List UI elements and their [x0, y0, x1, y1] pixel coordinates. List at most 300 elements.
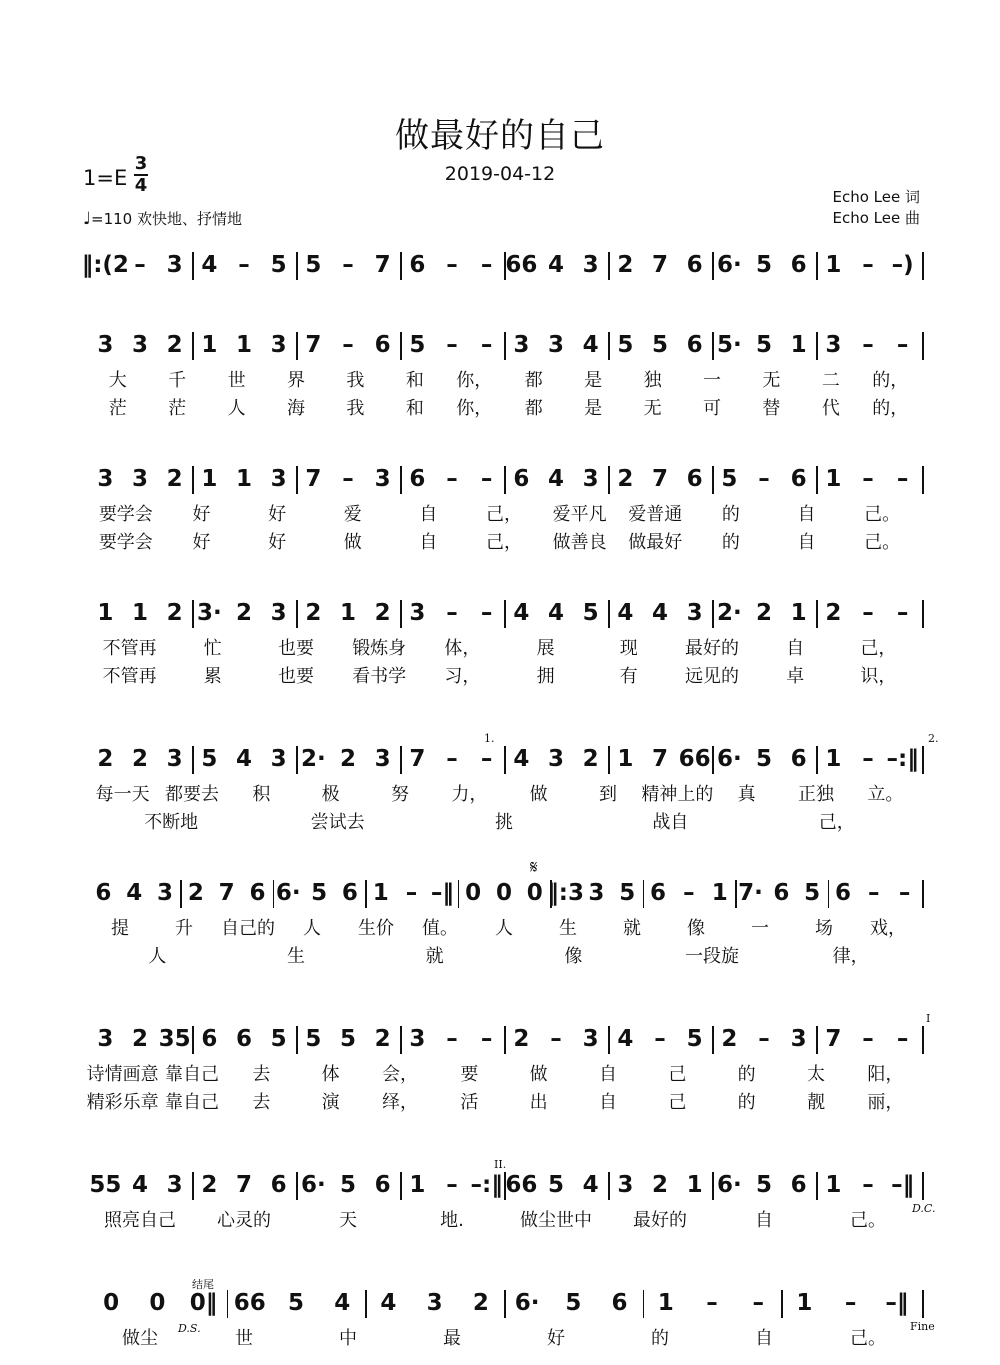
note: 5: [339, 1172, 357, 1198]
note: 6: [201, 1026, 218, 1052]
bar-line: [828, 880, 830, 908]
lyric: 演: [321, 1092, 340, 1113]
lyric: 努: [391, 784, 409, 805]
note: –: [896, 332, 909, 358]
lyric: 去: [252, 1092, 271, 1113]
note: 3: [374, 466, 391, 492]
note: –: [446, 466, 458, 492]
bar-line: [296, 1026, 298, 1054]
bar-line: [400, 1026, 402, 1054]
note: 3: [97, 332, 114, 358]
note: –: [862, 600, 874, 626]
bar-line: [712, 1026, 714, 1054]
note: 2: [339, 746, 357, 772]
lyric: 会，: [382, 1064, 418, 1085]
lyric: 自: [599, 1092, 617, 1113]
note: 5: [755, 332, 773, 358]
lyric: 二: [821, 370, 840, 391]
note: 0: [526, 880, 543, 906]
lyric: 每一天: [95, 784, 150, 805]
note: 5: [409, 332, 426, 358]
note: 2: [187, 880, 204, 906]
lyric: 要: [460, 1064, 479, 1085]
note: –): [891, 252, 914, 278]
note: –: [446, 332, 458, 358]
note: –‖: [885, 1290, 909, 1316]
note: –: [898, 880, 911, 906]
bar-line: [192, 1172, 194, 1200]
lyric: 己。: [864, 532, 901, 553]
lyric: 己。: [864, 504, 901, 525]
lyric: 就: [425, 946, 444, 967]
note: 3: [825, 332, 842, 358]
note: 5: [270, 252, 287, 278]
note: 6: [650, 880, 667, 906]
note: 3: [588, 880, 605, 906]
note: 3: [409, 1026, 426, 1052]
note: –: [862, 1172, 874, 1198]
lyric: 卓: [786, 666, 805, 687]
note: 3: [547, 332, 565, 358]
lyric: 己: [668, 1092, 687, 1113]
lyric: 海: [287, 398, 305, 419]
bar-line: [922, 1026, 924, 1054]
note: 1: [409, 1172, 426, 1198]
note: 3: [270, 746, 287, 772]
note: 4: [513, 600, 530, 626]
note: 1: [825, 252, 842, 278]
lyric: 一段旋: [685, 946, 739, 967]
lyric: 替: [762, 398, 781, 419]
lyric: 是: [584, 370, 603, 391]
note: –: [446, 252, 458, 278]
note: 2: [513, 1026, 530, 1052]
note: 1: [825, 1172, 842, 1198]
note: 4: [547, 466, 565, 492]
lyric: 锻炼身: [352, 638, 407, 659]
note: 7: [825, 1026, 842, 1052]
lyric: 活: [460, 1092, 479, 1113]
bar-line: [192, 466, 194, 494]
note: 3: [426, 1290, 443, 1316]
bar-line: [400, 466, 402, 494]
note: 5: [547, 1172, 565, 1198]
note: 5: [201, 746, 218, 772]
note: ‖:3: [547, 880, 584, 906]
lyric: 诗情画意: [86, 1064, 159, 1085]
lyric: 也要: [278, 638, 314, 659]
note: 5: [804, 880, 821, 906]
lyric: 心灵的: [217, 1210, 271, 1231]
bar-line: [504, 466, 506, 494]
note: –: [896, 1026, 909, 1052]
lyric: 太: [807, 1064, 825, 1085]
lyric: 千: [168, 370, 187, 391]
lyric: 出: [529, 1092, 548, 1113]
lyric: 值。: [422, 918, 458, 939]
lyric: 天: [339, 1210, 357, 1231]
lyric: 照亮自己: [104, 1210, 176, 1231]
note: 4: [131, 1172, 149, 1198]
lyric: 习，: [444, 666, 481, 687]
note: –: [862, 252, 874, 278]
note: 2: [755, 600, 773, 626]
lyric: 一: [751, 918, 769, 939]
note: 2: [374, 1026, 391, 1052]
bar-line: [922, 466, 924, 494]
note: 66: [505, 252, 538, 278]
song-title: 做最好的自己: [395, 116, 605, 156]
lyric: 战自: [652, 812, 689, 833]
note: –: [238, 252, 250, 278]
lyric: 最: [443, 1328, 461, 1349]
bar-line: [922, 746, 924, 774]
key-signature: 1=E: [83, 166, 128, 190]
bar-line: [400, 252, 402, 280]
note: 5·: [716, 332, 742, 358]
bar-line: [192, 332, 194, 360]
note: 1: [796, 1290, 813, 1316]
lyric: 好: [268, 504, 287, 525]
note: 5: [582, 600, 599, 626]
note: 1: [97, 600, 114, 626]
lyric: 一: [703, 370, 721, 391]
note: 4: [547, 600, 565, 626]
lyric: 爱: [343, 504, 362, 525]
lyric: 代: [821, 398, 840, 419]
note: 1: [657, 1290, 674, 1316]
bar-line: [816, 332, 818, 360]
note: –: [480, 466, 493, 492]
ds-label: D.S.: [178, 1322, 201, 1335]
note: 3: [270, 466, 287, 492]
note: 3: [97, 1026, 114, 1052]
note: 5: [305, 1026, 322, 1052]
note: 3: [617, 1172, 634, 1198]
lyric: 极: [321, 784, 340, 805]
lyric: 的: [737, 1064, 756, 1085]
note: 6·: [300, 1172, 326, 1198]
note: 3: [409, 600, 426, 626]
lyric: 自: [599, 1064, 617, 1085]
composer: Echo Lee 曲: [832, 209, 920, 227]
note: 7: [409, 746, 426, 772]
bar-line: [922, 600, 924, 628]
lyric: 人: [148, 946, 167, 967]
note: –: [862, 332, 874, 358]
bar-line: [608, 252, 610, 280]
note: 3: [270, 600, 287, 626]
note: 2: [472, 1290, 489, 1316]
lyric: 己。: [850, 1210, 886, 1231]
note: 6: [773, 880, 790, 906]
note: 6: [249, 880, 266, 906]
lyric: 累: [203, 666, 222, 687]
lyric: 己。: [850, 1328, 886, 1349]
lyric: 和: [405, 370, 424, 391]
lyric: 的，: [872, 370, 909, 391]
lyric: 无: [762, 370, 781, 391]
note: –: [550, 1026, 562, 1052]
lyric: 可: [703, 398, 721, 419]
note: –: [896, 466, 909, 492]
lyric: 中: [339, 1328, 357, 1349]
ending-ii-label: II.: [494, 1158, 507, 1171]
note: 6·: [716, 746, 742, 772]
note: 2: [97, 746, 114, 772]
note: 7: [651, 466, 669, 492]
lyric: 精神上的: [641, 784, 714, 805]
note: 2: [166, 332, 183, 358]
note: 6: [790, 1172, 807, 1198]
song-date: 2019-04-12: [444, 163, 556, 185]
note: 6: [270, 1172, 287, 1198]
note: 6: [686, 466, 703, 492]
note: 6: [513, 466, 530, 492]
lyric: 展: [536, 638, 555, 659]
note: –: [446, 746, 458, 772]
lyric: 你，: [456, 398, 493, 419]
note: 6: [374, 1172, 391, 1198]
note: 3: [166, 252, 183, 278]
ending-i-label: I: [926, 1012, 931, 1025]
note: 6: [409, 252, 426, 278]
note: 6: [686, 332, 703, 358]
note: 1: [790, 600, 807, 626]
note: 6: [790, 252, 807, 278]
lyric: 世: [235, 1328, 253, 1349]
lyric: 最好的: [633, 1210, 687, 1231]
lyric: 去: [252, 1064, 271, 1085]
lyric: 都要去: [165, 784, 219, 805]
note: 2: [166, 466, 183, 492]
note: 3: [166, 1172, 183, 1198]
note: 5: [617, 332, 634, 358]
lyric: 不管再: [102, 666, 157, 687]
note: –: [862, 746, 874, 772]
lyric: 生: [287, 946, 305, 967]
note: 5: [651, 332, 669, 358]
note: 3: [97, 466, 114, 492]
note: –: [480, 252, 493, 278]
bar-line: [192, 746, 194, 774]
note: 3: [131, 466, 149, 492]
note: 6: [834, 880, 851, 906]
lyric: 像: [564, 946, 583, 967]
note: 4: [334, 1290, 351, 1316]
lyric: 自: [755, 1210, 773, 1231]
note: 2: [166, 600, 183, 626]
bar-line: [400, 600, 402, 628]
lyric: 自: [797, 532, 816, 553]
bar-line: [608, 1026, 610, 1054]
lyric: 律，: [832, 946, 869, 967]
note: 2·: [300, 746, 326, 772]
note: 2: [374, 600, 391, 626]
lyric: 茫: [108, 398, 127, 419]
bar-line: [922, 1290, 924, 1318]
ending-2-label: 2.: [928, 732, 939, 745]
note: 1: [825, 746, 842, 772]
lyric: 丽，: [867, 1092, 904, 1113]
bar-line: [712, 252, 714, 280]
note: –: [342, 252, 354, 278]
note: 2: [582, 746, 599, 772]
note: 3: [374, 746, 391, 772]
note: 4: [201, 252, 218, 278]
lyric: 升: [175, 918, 193, 939]
note: 2: [721, 1026, 738, 1052]
note: 1: [235, 466, 253, 492]
note: 7·: [738, 880, 763, 906]
note: 3: [270, 332, 287, 358]
note: 3: [686, 600, 703, 626]
note: 4: [582, 1172, 599, 1198]
lyric: 自: [797, 504, 816, 525]
lyric: 也要: [278, 666, 314, 687]
bar-line: [712, 746, 714, 774]
bar-line: [296, 252, 298, 280]
lyric: 好: [192, 504, 211, 525]
note: –: [752, 1290, 764, 1316]
lyric: 场: [815, 918, 833, 939]
lyric: 精彩乐章: [86, 1092, 159, 1113]
note: –: [480, 746, 493, 772]
note: 3: [547, 746, 565, 772]
lyric: 都: [524, 398, 543, 419]
note: 7: [235, 1172, 253, 1198]
note: 3: [513, 332, 530, 358]
lyric: 做最好: [628, 532, 683, 553]
note: –: [446, 1172, 458, 1198]
lyric: 己: [668, 1064, 687, 1085]
bar-line: [458, 880, 460, 908]
bar-line: [296, 332, 298, 360]
note: 6: [409, 466, 426, 492]
lyric: 立。: [867, 784, 904, 805]
note: –‖: [891, 1172, 915, 1198]
lyric: 最好的: [685, 638, 739, 659]
bar-line: [296, 466, 298, 494]
lyric: 人: [495, 918, 513, 939]
bar-line: [400, 332, 402, 360]
note: 6: [95, 880, 112, 906]
note: –: [868, 880, 880, 906]
bar-line: [781, 1290, 783, 1318]
note: 3: [582, 252, 599, 278]
note: 1: [790, 332, 807, 358]
note: 7: [651, 746, 669, 772]
note: 5: [755, 252, 773, 278]
lyric: 你，: [456, 370, 493, 391]
note: 4: [651, 600, 669, 626]
lyric: 界: [287, 370, 305, 391]
bar-line: [296, 600, 298, 628]
bar-line: [192, 600, 194, 628]
note: ‖:(2: [81, 252, 129, 278]
bar-line: [922, 252, 924, 280]
lyric: 要学会: [98, 532, 153, 553]
note: 3: [790, 1026, 807, 1052]
lyric: 提: [111, 918, 129, 939]
note: 5: [565, 1290, 582, 1316]
bar-line: [735, 880, 737, 908]
bar-line: [608, 1172, 610, 1200]
bar-line: [608, 332, 610, 360]
note: 3: [582, 1026, 599, 1052]
note: 5: [339, 1026, 357, 1052]
note: 6: [374, 332, 391, 358]
lyricist: Echo Lee 词: [832, 188, 920, 206]
bar-line: [192, 252, 194, 280]
bar-line: [227, 1290, 229, 1318]
note: –: [862, 466, 874, 492]
lyric: 茫: [168, 398, 187, 419]
bar-line: [504, 332, 506, 360]
lyric: 无: [643, 398, 662, 419]
note: 5: [270, 1026, 287, 1052]
note: 5: [755, 746, 773, 772]
lyric: 和: [405, 398, 424, 419]
bar-line: [608, 600, 610, 628]
lyric: 世: [227, 370, 246, 391]
note: 5: [755, 1172, 773, 1198]
segno-sign: 𝄋: [530, 857, 538, 878]
bar-line: [365, 880, 367, 908]
note: –: [706, 1290, 718, 1316]
note: 4: [617, 600, 634, 626]
bar-line: [365, 1290, 367, 1318]
note: –: [480, 332, 493, 358]
note: 3·: [196, 600, 222, 626]
lyric: 靠自己: [165, 1092, 219, 1113]
note: 0: [149, 1290, 166, 1316]
note: 7: [651, 252, 669, 278]
fine-label: Fine: [910, 1320, 935, 1333]
lyric: 人: [227, 398, 246, 419]
note: 5: [311, 880, 328, 906]
lyric: 做尘: [122, 1328, 158, 1349]
lyric: 生价: [358, 918, 394, 939]
note: 4: [235, 746, 253, 772]
note: 7: [305, 466, 322, 492]
lyric: 不断地: [144, 812, 199, 833]
lyric: 我: [346, 398, 365, 419]
note: –: [342, 466, 354, 492]
bar-line: [816, 466, 818, 494]
note: 6·: [514, 1290, 540, 1316]
lyric: 力，: [451, 784, 488, 805]
note: –: [446, 600, 458, 626]
note: 1: [339, 600, 357, 626]
note: 1: [201, 332, 218, 358]
lyric: 爱平凡: [552, 504, 607, 525]
note: 55: [89, 1172, 122, 1198]
note: 5: [287, 1290, 305, 1316]
lyric: 阳，: [867, 1064, 904, 1085]
time-denominator: 4: [134, 175, 148, 196]
note: 5: [305, 252, 322, 278]
note: 2: [617, 466, 634, 492]
lyric: 大: [108, 370, 127, 391]
credits: [833, 187, 921, 229]
note: 2: [617, 252, 634, 278]
note: 7: [305, 332, 322, 358]
bar-line: [504, 1290, 506, 1318]
lyric: 的: [721, 504, 740, 525]
lyric: 就: [623, 918, 641, 939]
note: 2: [825, 600, 842, 626]
